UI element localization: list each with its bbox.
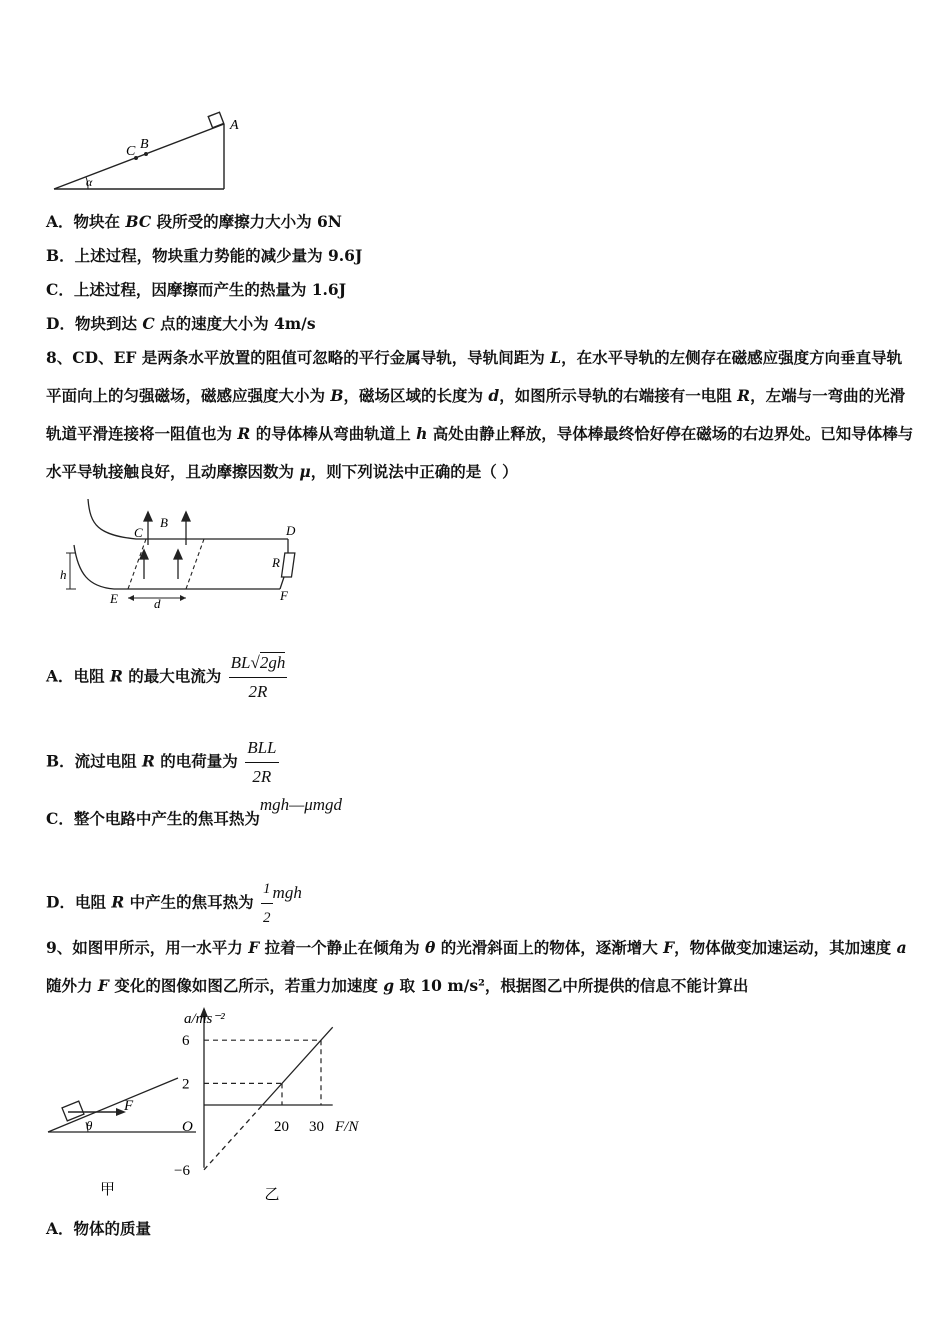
label-h: h	[60, 567, 67, 582]
stem-segment: F	[248, 938, 260, 957]
label-C: C	[126, 144, 136, 159]
x-tick-label: 20	[274, 1119, 289, 1135]
stem-segment: 随外力	[46, 976, 98, 995]
label-theta: θ	[86, 1118, 93, 1133]
stem-segment: 的导体棒从弯曲轨道上	[250, 424, 417, 443]
label-B: B	[160, 515, 168, 530]
q8-option-C: C．整个电路中产生的焦耳热为mgh—μmgd	[46, 795, 343, 828]
label-C: C	[134, 525, 143, 540]
y-axis-label: a/ms⁻²	[184, 1011, 225, 1027]
caption-jia: 甲	[100, 1182, 116, 1198]
stem-segment: d	[488, 386, 500, 405]
q8-option-B: B．流过电阻 R 的电荷量为 $\frac{\text{BLL}}{2R}$	[46, 735, 279, 790]
stem-segment: h	[416, 424, 428, 443]
label-R: R	[272, 555, 280, 570]
stem-segment: 高处由静止释放，导体棒最终恰好停在磁场的右边界处。已知导体棒与水平导轨接触良好，且动摩擦因数为	[46, 424, 914, 481]
chart-caption: 乙	[264, 1187, 280, 1203]
series-line	[263, 1027, 333, 1105]
fraction-A: $\frac{BL√2gh}{2R}$	[229, 650, 288, 705]
stem-segment: R	[237, 424, 251, 443]
label-D: D	[286, 523, 296, 538]
incline-figure	[50, 106, 260, 196]
a-F-chart	[160, 1005, 370, 1205]
stem-segment: ，左端与一弯曲的光滑轨道平滑连接将一阻值也为	[46, 386, 906, 443]
x-axis-label: F/N	[335, 1119, 359, 1135]
stem-segment: B	[330, 386, 344, 405]
stem-segment: a	[896, 938, 907, 957]
stem-segment: L	[550, 348, 562, 367]
y-tick-label: 6	[182, 1033, 190, 1050]
stem-segment: ，物体做变加速运动，其加速度	[674, 938, 897, 957]
stem-segment: 的光滑斜面上的物体，逐渐增大	[435, 938, 664, 957]
q9-option-A: A．物体的质量	[46, 1219, 152, 1238]
stem-segment: F	[97, 976, 109, 995]
label-B: B	[140, 137, 149, 152]
stem-segment: g	[383, 976, 395, 995]
q7-option-A: A．物块在 BC 段所受的摩擦力大小为 6N	[46, 212, 342, 231]
q8-stem	[46, 339, 916, 491]
x-tick-label: 30	[309, 1119, 324, 1135]
stem-segment: F	[663, 938, 675, 957]
q7-option-B: B．上述过程，物块重力势能的减少量为 9.6J	[46, 246, 363, 265]
stem-segment: R	[737, 386, 751, 405]
origin-label: O	[182, 1119, 193, 1135]
stem-segment: ，如图所示导轨的右端接有一电阻	[499, 386, 738, 405]
stem-segment: θ	[425, 938, 436, 957]
q8-option-D: D．电阻 R 中产生的焦耳热为 $\frac{1}{2}$ mgh	[46, 876, 302, 931]
q9-stem	[46, 929, 916, 1005]
label-F: F	[280, 588, 288, 603]
series-dashed-segment	[204, 1105, 263, 1170]
y-tick-label: 2	[182, 1076, 190, 1093]
label-A: A	[230, 118, 239, 133]
q7-option-C: C．上述过程，因摩擦而产生的热量为 1.6J	[46, 280, 347, 299]
q7-option-D: D．物块到达 C 点的速度大小为 4m/s	[46, 314, 316, 333]
y-tick-label: −6	[174, 1162, 190, 1179]
stem-segment: 9、如图甲所示，用一水平力	[46, 938, 249, 957]
stem-segment: ，磁场区域的长度为	[343, 386, 489, 405]
stem-segment: 变化的图像如图乙所示，若重力加速度	[108, 976, 384, 995]
stem-segment: μ	[299, 462, 311, 481]
rail-figure	[58, 495, 308, 610]
label-d: d	[154, 596, 161, 610]
stem-segment: 取 10 m/s²，根据图乙中所提供的信息不能计算出	[394, 976, 749, 995]
stem-segment: 8、CD、EF 是两条水平放置的阻值可忽略的平行金属导轨，导轨间距为	[46, 348, 551, 367]
q8-option-A: A．电阻 R 的最大电流为 $\frac{BL√2gh}{2R}$	[46, 650, 287, 705]
label-alpha: α	[86, 175, 93, 189]
label-E: E	[110, 591, 118, 606]
fraction-B: $\frac{\text{BLL}}{2R}$	[245, 735, 278, 790]
stem-segment: ，在水平导轨的左侧存在磁感应强度方向垂直导轨平面向上的匀强磁场，磁感应强度大小为	[46, 348, 903, 405]
label-F: F	[124, 1098, 134, 1114]
stem-segment: ，则下列说法中正确的是（ ）	[310, 462, 518, 481]
resistor-R	[281, 553, 294, 577]
fraction-D: $\frac{1}{2}$	[261, 876, 273, 931]
stem-segment: 拉着一个静止在倾角为	[259, 938, 425, 957]
